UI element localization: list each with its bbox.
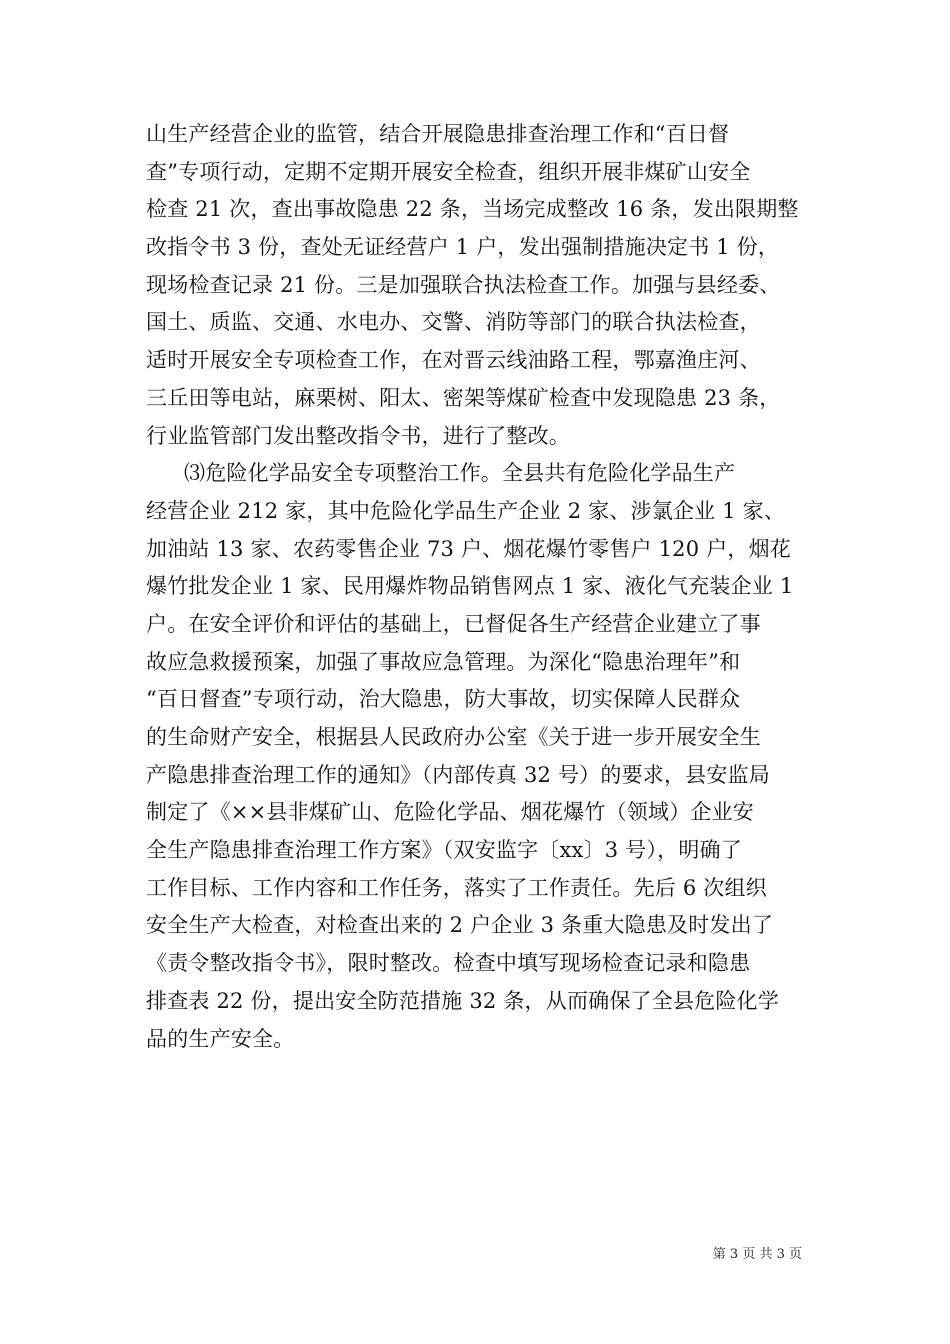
section-heading-line: ⑶危险化学品安全专项整治工作。全县共有危险化学品生产	[184, 461, 736, 486]
text-line: 行业监管部门发出整改指令书，进行了整改。	[146, 423, 570, 448]
text-line: 查”专项行动，定期不定期开展安全检查，组织开展非煤矿山安全	[146, 159, 751, 184]
text-line: 检查 21 次，查出事故隐患 22 条，当场完成整改 16 条，发出限期整	[146, 197, 799, 222]
text-line: 工作目标、工作内容和工作任务，落实了工作责任。先后 6 次组织	[146, 875, 767, 900]
text-line: 制定了《××县非煤矿山、危险化学品、烟花爆竹（领域）企业安	[146, 800, 754, 825]
page-number-footer: 第 3 页 共 3 页	[712, 1247, 802, 1262]
text-line: 适时开展安全专项检查工作，在对晋云线油路工程，鄂嘉渔庄河、	[146, 348, 761, 373]
text-line: 排查表 22 份，提出安全防范措施 32 条，从而确保了全县危险化学	[146, 988, 779, 1013]
text-line: 安全生产大检查，对检查出来的 2 户企业 3 条重大隐患及时发出了	[146, 913, 774, 938]
text-line: 品的生产安全。	[146, 1026, 295, 1051]
text-line: 的生命财产安全，根据县人民政府办公室《关于进一步开展安全生	[146, 725, 761, 749]
text-line: 加油站 13 家、农药零售企业 73 户、烟花爆竹零售户 120 户，烟花	[146, 536, 791, 561]
text-line: 户。在安全评价和评估的基础上，已督促各生产经营企业建立了事	[146, 611, 761, 636]
body-text	[146, 116, 808, 1058]
text-line: 爆竹批发企业 1 家、民用爆炸物品销售网点 1 家、液化气充装企业 1	[146, 574, 794, 599]
text-line: “百日督查”专项行动，治大隐患，防大事故，切实保障人民群众	[146, 687, 741, 712]
text-line: 经营企业 212 家，其中危险化学品生产企业 2 家、涉氯企业 1 家、	[146, 498, 786, 523]
text-line: 全生产隐患排查治理工作方案》（双安监字〔xx〕3 号），明确了	[146, 838, 742, 863]
text-line: 现场检查记录 21 份。三是加强联合执法检查工作。加强与县经委、	[146, 272, 781, 297]
text-line: 改指令书 3 份，查处无证经营户 1 户，发出强制措施决定书 1 份，	[146, 235, 780, 260]
text-line: 《责令整改指令书》，限时整改。检查中填写现场检查记录和隐患	[146, 951, 751, 976]
text-line: 故应急救援预案，加强了事故应急管理。为深化“隐患治理年”和	[146, 649, 741, 674]
text-line: 国土、质监、交通、水电办、交警、消防等部门的联合执法检查，	[146, 310, 761, 335]
text-line: 山生产经营企业的监管，结合开展隐患排查治理工作和“百日督	[146, 122, 730, 146]
text-line: 产隐患排查治理工作的通知》（内部传真 32 号）的要求，县安监局	[146, 762, 770, 787]
text-line: 三丘田等电站，麻栗树、阳太、密架等煤矿检查中发现隐患 23 条，	[146, 385, 781, 410]
